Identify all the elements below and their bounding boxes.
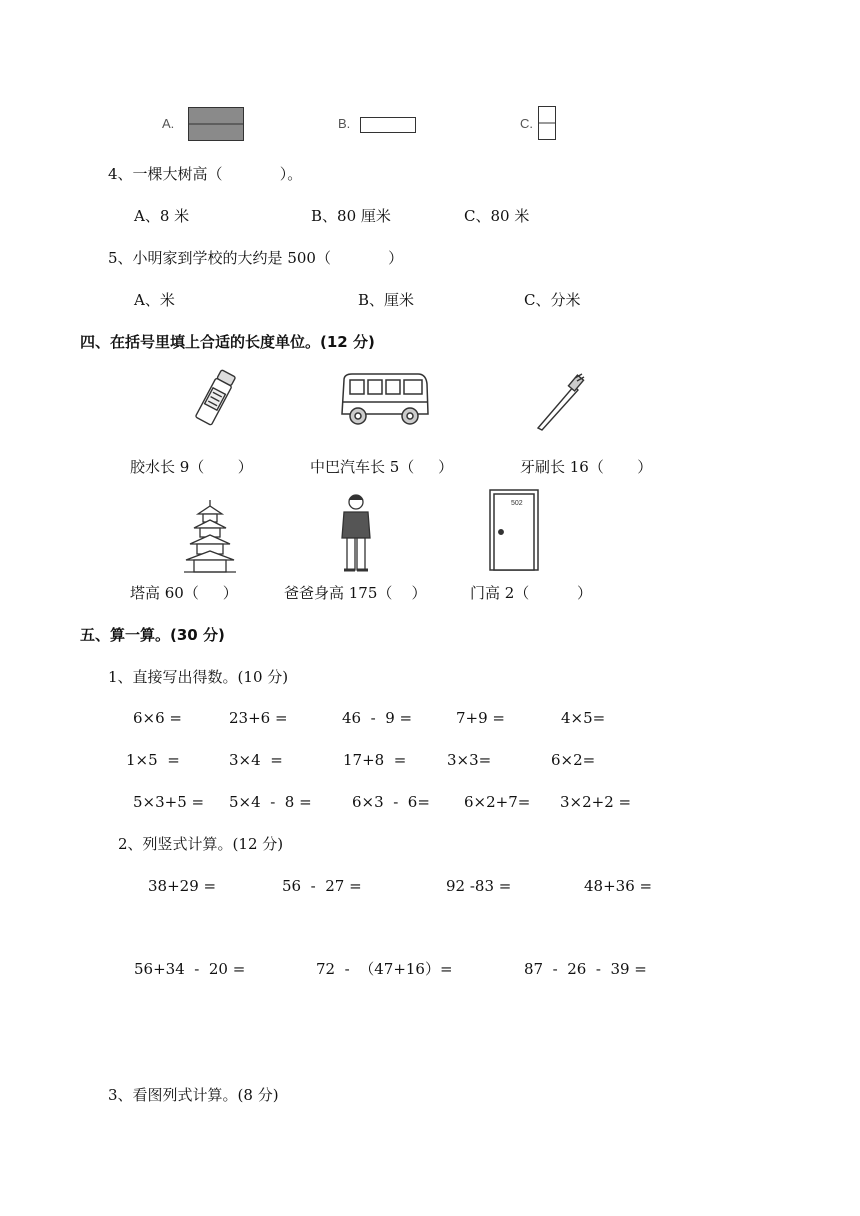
q4-option-a: A、8 米 <box>134 207 190 225</box>
minibus-icon <box>338 370 430 430</box>
father-figure-icon <box>336 492 376 574</box>
part-1-title: 1、直接写出得数。(10 分) <box>108 668 289 686</box>
pagoda-height-text: 塔高 60（ ） <box>130 584 238 602</box>
shape-option-a-label: A. <box>162 116 175 131</box>
door-number-label: 502 <box>511 500 523 507</box>
oral-calc-item: 17+8 = <box>343 751 407 769</box>
shape-b-rect <box>360 117 416 133</box>
shape-option-b-label: B. <box>338 116 351 131</box>
vertical-calc-item: 56 - 27 = <box>282 877 362 895</box>
shape-c-square-stack <box>538 106 556 140</box>
part-3-title: 3、看图列式计算。(8 分) <box>108 1086 279 1104</box>
q4-option-b: B、80 厘米 <box>311 207 391 225</box>
vertical-calc-item: 92 -83 = <box>446 877 512 895</box>
oral-calc-item: 5×3+5 = <box>133 793 205 811</box>
section-5-heading: 五、算一算。(30 分) <box>80 626 225 644</box>
oral-calc-item: 4×5= <box>561 709 606 727</box>
oral-calc-item: 23+6 = <box>229 709 288 727</box>
oral-calc-item: 3×3= <box>447 751 492 769</box>
glue-length-text: 胶水长 9（ ） <box>130 458 253 476</box>
vertical-calc-item: 38+29 = <box>148 877 217 895</box>
q5-option-b: B、厘米 <box>358 291 415 309</box>
oral-calc-item: 5×4 - 8 = <box>229 793 312 811</box>
oral-calc-item: 6×2+7= <box>464 793 531 811</box>
door-height-text: 门高 2（ ） <box>470 584 592 602</box>
section-4-heading: 四、在括号里填上合适的长度单位。(12 分) <box>80 333 375 351</box>
oral-calc-item: 7+9 = <box>456 709 505 727</box>
toothbrush-icon <box>530 372 588 432</box>
q4-option-c: C、80 米 <box>464 207 530 225</box>
oral-calc-item: 46 - 9 = <box>342 709 413 727</box>
vertical-calc-item: 56+34 - 20 = <box>134 960 246 978</box>
oral-calc-item: 3×2+2 = <box>560 793 632 811</box>
pagoda-icon <box>184 498 236 574</box>
vertical-calc-item: 48+36 = <box>584 877 653 895</box>
question-5: 5、小明家到学校的大约是 500（ ） <box>108 249 404 267</box>
toothbrush-length-text: 牙刷长 16（ ） <box>520 458 653 476</box>
glue-stick-icon <box>188 366 242 432</box>
oral-calc-item: 6×6 = <box>133 709 182 727</box>
vertical-calc-item: 87 - 26 - 39 = <box>524 960 647 978</box>
q5-option-c: C、分米 <box>524 291 581 309</box>
oral-calc-item: 6×3 - 6= <box>352 793 430 811</box>
q5-option-a: A、米 <box>134 291 175 309</box>
door-icon <box>488 488 540 572</box>
vertical-calc-item: 72 - （47+16）= <box>316 960 453 978</box>
oral-calc-item: 3×4 = <box>229 751 283 769</box>
shape-option-c-label: C. <box>520 116 533 131</box>
oral-calc-item: 6×2= <box>551 751 596 769</box>
oral-calc-item: 1×5 = <box>126 751 180 769</box>
minibus-length-text: 中巴汽车长 5（ ） <box>310 458 454 476</box>
part-2-title: 2、列竖式计算。(12 分) <box>118 835 284 853</box>
shape-a-rect-split <box>188 107 244 141</box>
question-4: 4、一棵大树高（ ）。 <box>108 165 303 183</box>
father-height-text: 爸爸身高 175（ ） <box>284 584 427 602</box>
